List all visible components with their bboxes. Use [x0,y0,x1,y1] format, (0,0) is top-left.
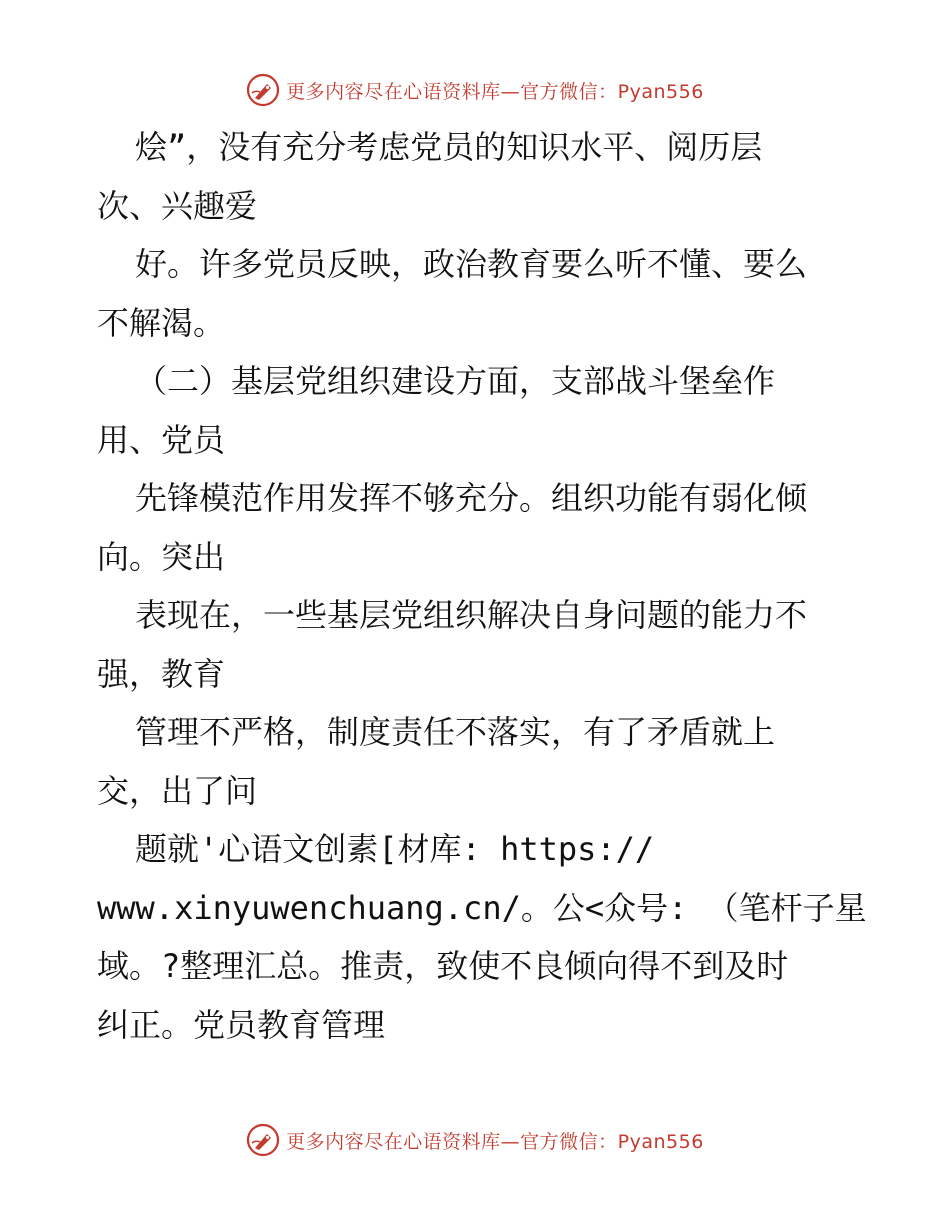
text-line: www.xinyuwenchuang.cn/。公<众号: （笔杆子星 [97,888,867,927]
footer-banner-text [286,1127,704,1154]
header-banner-text [286,77,704,104]
header-banner [0,70,950,110]
header-brand-text: 更多内容尽在心语资料库 [286,80,501,103]
text-line: 好。许多党员反映，政治教育要么听不懂、要么 [135,245,808,283]
text-line: 强，教育 [97,654,226,693]
document-body [97,118,887,1054]
text-line: 不解渴。 [97,303,226,342]
footer-wechat-text: —官方微信：Pyan556 [500,1130,704,1153]
text-line: 用、党员 [97,420,226,459]
text-line: 向。突出 [97,537,226,576]
text-line: 管理不严格，制度责任不落实，有了矛盾就上 [135,713,776,751]
text-line: （二）基层党组织建设方面，支部战斗堡垒作 [135,362,776,400]
text-line: 交，出了问 [97,771,258,810]
text-line: 纠正。党员教育管理 [97,1005,386,1044]
text-line: 先锋模范作用发挥不够充分。组织功能有弱化倾 [135,479,808,517]
pen-nib-logo-icon [246,1123,280,1157]
text-line: 烩”，没有充分考虑党员的知识水平、阅历层 [135,128,763,166]
header-wechat-text: —官方微信：Pyan556 [500,80,704,103]
text-line: 次、兴趣爱 [97,186,258,225]
text-line: 域。?整理汇总。推责，致使不良倾向得不到及时 [97,947,789,985]
pen-nib-logo-icon [246,73,280,107]
text-line: 题就'心语文创素[材库: https:// [135,830,655,868]
footer-banner [0,1120,950,1160]
footer-brand-text: 更多内容尽在心语资料库 [286,1130,501,1153]
text-line: 表现在，一些基层党组织解决自身问题的能力不 [135,596,808,634]
